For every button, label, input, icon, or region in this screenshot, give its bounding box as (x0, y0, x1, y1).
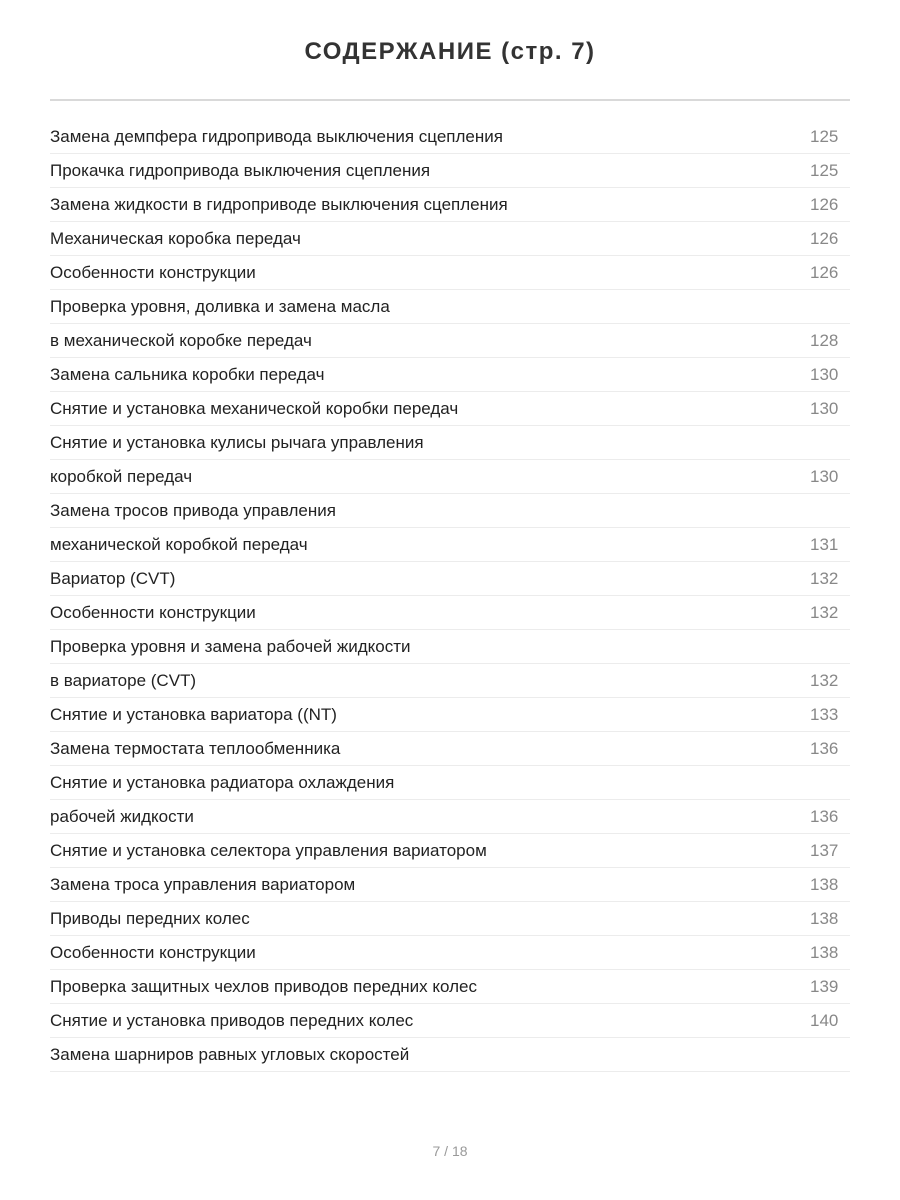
toc-entry-title: Снятие и установка механической коробки передач (50, 398, 459, 418)
toc-entry-title: рабочей жидкости (50, 806, 194, 826)
toc-entry-title: Замена сальника коробки передач (50, 364, 325, 384)
toc-entry-title: Особенности конструкции (50, 602, 256, 622)
toc-entry[interactable] (50, 120, 850, 154)
toc-entry-title: Замена тросов привода управления (50, 500, 336, 520)
toc-entry[interactable] (50, 154, 850, 188)
toc-entry[interactable] (50, 290, 850, 324)
toc-entry-page-number: 130 (810, 398, 839, 418)
toc-entry[interactable] (50, 392, 850, 426)
toc-entry-page-number: 133 (810, 704, 839, 724)
toc-entry-page-number: 131 (810, 534, 839, 554)
toc-entry-title: Прокачка гидропривода выключения сцепления (50, 160, 431, 180)
toc-entry-title: Замена жидкости в гидроприводе выключения сцепления (50, 194, 508, 214)
toc-entry-page-number: 126 (810, 228, 839, 248)
toc-entry-title: Снятие и установка приводов передних колес (50, 1010, 414, 1030)
toc-entry-title: Снятие и установка кулисы рычага управления (50, 432, 424, 452)
title-divider (50, 99, 850, 101)
toc-entry-page-number: 138 (810, 942, 839, 962)
toc-entry-title: Снятие и установка вариатора ((NT) (50, 704, 337, 724)
toc-entry[interactable] (50, 834, 850, 868)
toc-entry-title: Проверка защитных чехлов приводов передних колес (50, 976, 477, 996)
toc-entry-page-number: 125 (810, 160, 839, 180)
toc-entry[interactable] (50, 426, 850, 460)
toc-entry-title: Замена шарниров равных угловых скоростей (50, 1044, 410, 1064)
toc-entry[interactable] (50, 868, 850, 902)
toc-entry-page-number: 132 (810, 568, 839, 588)
toc-entry[interactable] (50, 222, 850, 256)
toc-entry[interactable] (50, 698, 850, 732)
toc-entry[interactable] (50, 1004, 850, 1038)
toc-entry[interactable] (50, 358, 850, 392)
toc-entry[interactable] (50, 1038, 850, 1072)
toc-entry[interactable] (50, 732, 850, 766)
toc-entry-title: в механической коробке передач (50, 330, 312, 350)
toc-entry-title: Особенности конструкции (50, 942, 256, 962)
toc-entry[interactable] (50, 970, 850, 1004)
toc-entry-page-number: 136 (810, 806, 839, 826)
toc-entry-page-number: 130 (810, 364, 839, 384)
toc-entry-title: Снятие и установка селектора управления вариатором (50, 840, 487, 860)
toc-entry[interactable] (50, 460, 850, 494)
toc-entry-page-number: 137 (810, 840, 839, 860)
toc-entry-page-number: 132 (810, 602, 839, 622)
toc-entry-title: Приводы передних колес (50, 908, 250, 928)
toc-entry-title: механической коробкой передач (50, 534, 308, 554)
toc-entry-page-number: 130 (810, 466, 839, 486)
toc-entry-title: коробкой передач (50, 466, 193, 486)
toc-entry-page-number: 140 (810, 1010, 839, 1030)
toc-entry-title: Вариатор (CVT) (50, 568, 176, 588)
toc-entry-title: Замена троса управления вариатором (50, 874, 356, 894)
page-pagination: 7 / 18 (432, 1143, 468, 1159)
toc-entry-page-number: 126 (810, 194, 839, 214)
toc-entry-page-number: 126 (810, 262, 839, 282)
toc-entry[interactable] (50, 766, 850, 800)
toc-entry-page-number: 139 (810, 976, 839, 996)
toc-entry[interactable] (50, 494, 850, 528)
toc-entry[interactable] (50, 562, 850, 596)
toc-entry-page-number: 132 (810, 670, 839, 690)
toc-entry-title: Снятие и установка радиатора охлаждения (50, 772, 395, 792)
toc-entry-title: Проверка уровня, доливка и замена масла (50, 296, 390, 316)
toc-entry[interactable] (50, 800, 850, 834)
toc-entry-title: Замена демпфера гидропривода выключения сцепления (50, 126, 503, 146)
toc-entry-title: Механическая коробка передач (50, 228, 301, 248)
toc-entry-page-number: 138 (810, 908, 839, 928)
toc-entry[interactable] (50, 630, 850, 664)
toc-entry-page-number: 136 (810, 738, 839, 758)
toc-entry[interactable] (50, 528, 850, 562)
toc-entry[interactable] (50, 664, 850, 698)
toc-entry[interactable] (50, 324, 850, 358)
table-of-contents (50, 120, 850, 1072)
toc-entry-title: Проверка уровня и замена рабочей жидкости (50, 636, 411, 656)
toc-entry-title: Замена термостата теплообменника (50, 738, 341, 758)
toc-entry[interactable] (50, 936, 850, 970)
toc-entry-title: Особенности конструкции (50, 262, 256, 282)
toc-entry[interactable] (50, 902, 850, 936)
toc-entry-page-number: 125 (810, 126, 839, 146)
toc-entry[interactable] (50, 596, 850, 630)
toc-entry-page-number: 138 (810, 874, 839, 894)
toc-entry[interactable] (50, 256, 850, 290)
toc-entry-page-number: 128 (810, 330, 839, 350)
page-title: СОДЕРЖАНИЕ (стр. 7) (304, 38, 596, 65)
toc-entry-title: в вариаторе (CVT) (50, 670, 197, 690)
toc-entry[interactable] (50, 188, 850, 222)
